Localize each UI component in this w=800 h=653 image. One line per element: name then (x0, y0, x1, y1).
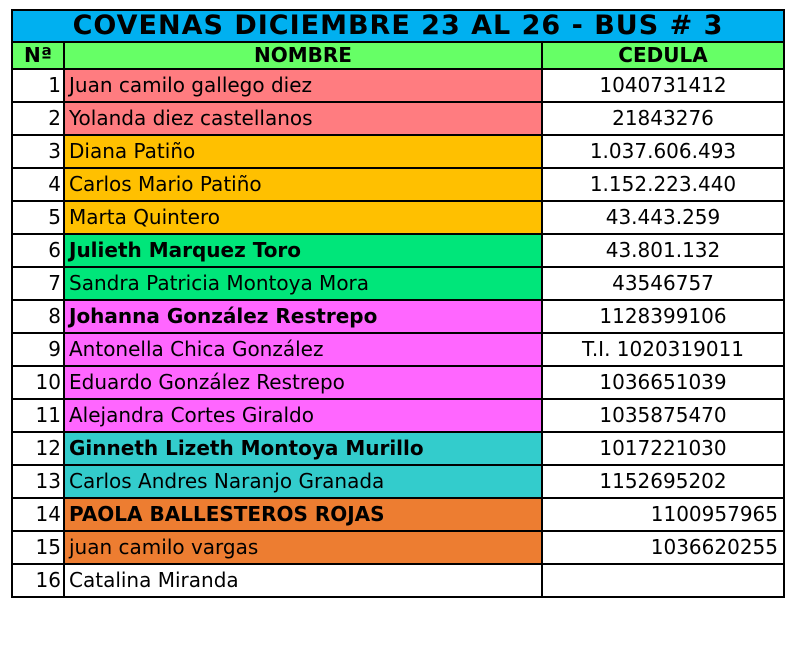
passenger-name-cell: Yolanda diez castellanos (64, 102, 542, 135)
cedula-cell: 1152695202 (542, 465, 784, 498)
column-header-name: NOMBRE (64, 42, 542, 69)
row-number: 16 (12, 564, 64, 597)
row-number: 2 (12, 102, 64, 135)
table-row (12, 366, 784, 399)
passenger-name-cell: PAOLA BALLESTEROS ROJAS (64, 498, 542, 531)
passenger-name-cell: Carlos Mario Patiño (64, 168, 542, 201)
row-number: 15 (12, 531, 64, 564)
cedula-cell: 43546757 (542, 267, 784, 300)
column-header-cedula: CEDULA (542, 42, 784, 69)
cedula-cell: T.I. 1020319011 (542, 333, 784, 366)
table-row (12, 531, 784, 564)
passenger-name-cell: Alejandra Cortes Giraldo (64, 399, 542, 432)
passenger-name-cell: Eduardo González Restrepo (64, 366, 542, 399)
table-row (12, 201, 784, 234)
passenger-name-cell: Catalina Miranda (64, 564, 542, 597)
cedula-cell: 1036651039 (542, 366, 784, 399)
row-number: 12 (12, 432, 64, 465)
row-number: 13 (12, 465, 64, 498)
passenger-name-cell: Ginneth Lizeth Montoya Murillo (64, 432, 542, 465)
table-row (12, 498, 784, 531)
passenger-name-cell: Johanna González Restrepo (64, 300, 542, 333)
row-number: 1 (12, 69, 64, 102)
cedula-cell: 1100957965 (542, 498, 784, 531)
table-row (12, 465, 784, 498)
passenger-name-cell: juan camilo vargas (64, 531, 542, 564)
cedula-cell: 1.037.606.493 (542, 135, 784, 168)
cedula-cell: 43.801.132 (542, 234, 784, 267)
cedula-cell: 1128399106 (542, 300, 784, 333)
passenger-name-cell: Antonella Chica González (64, 333, 542, 366)
column-header-num: Nª (12, 42, 64, 69)
row-number: 8 (12, 300, 64, 333)
sheet-title: COVENAS DICIEMBRE 23 AL 26 - BUS # 3 (12, 10, 784, 42)
title-row (12, 10, 784, 42)
passenger-name-cell: Juan camilo gallego diez (64, 69, 542, 102)
passenger-name-cell: Diana Patiño (64, 135, 542, 168)
row-number: 4 (12, 168, 64, 201)
header-row (12, 42, 784, 69)
row-number: 9 (12, 333, 64, 366)
cedula-cell: 43.443.259 (542, 201, 784, 234)
row-number: 7 (12, 267, 64, 300)
table-row (12, 168, 784, 201)
row-number: 10 (12, 366, 64, 399)
passenger-name-cell: Sandra Patricia Montoya Mora (64, 267, 542, 300)
cedula-cell (542, 564, 784, 597)
table-row (12, 267, 784, 300)
table-row (12, 69, 784, 102)
table-row (12, 333, 784, 366)
table-row (12, 135, 784, 168)
row-number: 14 (12, 498, 64, 531)
row-number: 11 (12, 399, 64, 432)
cedula-cell: 1017221030 (542, 432, 784, 465)
row-number: 3 (12, 135, 64, 168)
row-number: 6 (12, 234, 64, 267)
bus-passenger-table (11, 9, 785, 598)
table-row (12, 432, 784, 465)
table-row (12, 564, 784, 597)
passenger-name-cell: Carlos Andres Naranjo Granada (64, 465, 542, 498)
table-row (12, 234, 784, 267)
cedula-cell: 1.152.223.440 (542, 168, 784, 201)
cedula-cell: 21843276 (542, 102, 784, 135)
table-row (12, 399, 784, 432)
table-row (12, 102, 784, 135)
passenger-name-cell: Julieth Marquez Toro (64, 234, 542, 267)
cedula-cell: 1036620255 (542, 531, 784, 564)
cedula-cell: 1035875470 (542, 399, 784, 432)
row-number: 5 (12, 201, 64, 234)
cedula-cell: 1040731412 (542, 69, 784, 102)
passenger-name-cell: Marta Quintero (64, 201, 542, 234)
table-row (12, 300, 784, 333)
